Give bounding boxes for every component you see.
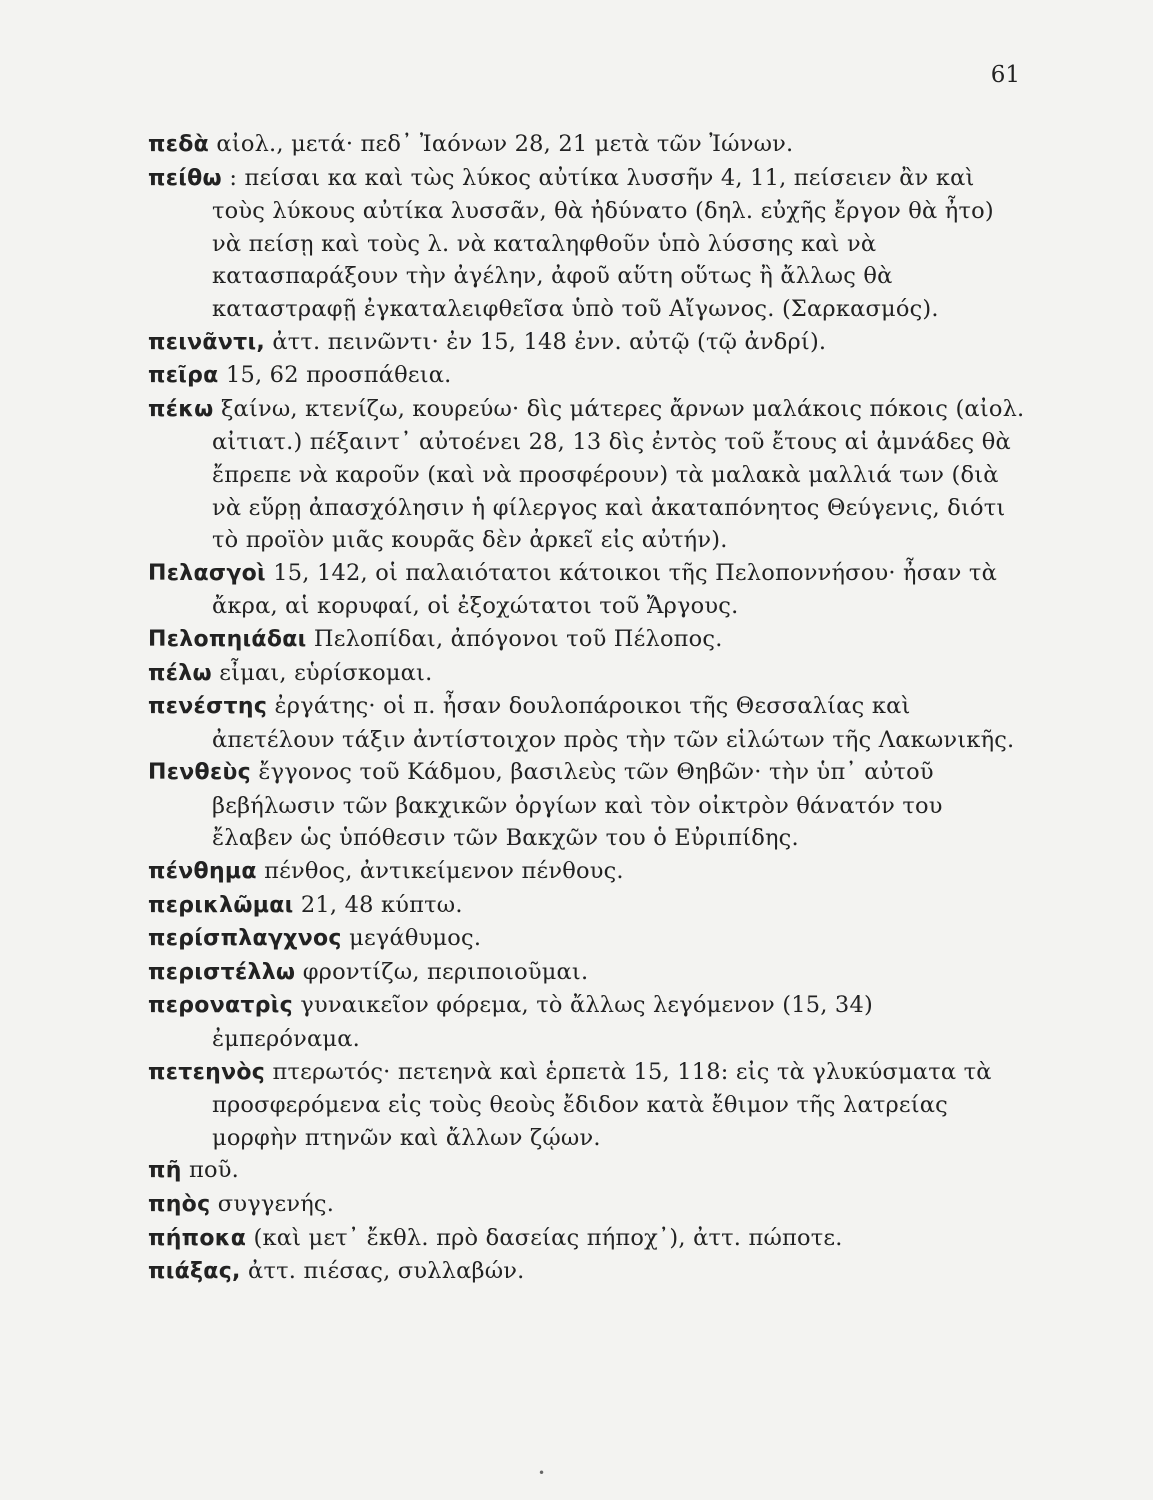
glossary-entry [148, 989, 1028, 1055]
glossary-entry [148, 1222, 1028, 1256]
definition: πτερωτός· πετεηνὰ καὶ ἑρπετὰ 15, 118: εἰς τὰ γλυκύσματα τὰ προσφερόμενα εἰς τοὺς θεοὺς ἔδιδον κατὰ ἔθιμον τῆς λατρείας μορφὴν πτηνῶν καὶ ἄλλων ζῴων. [212, 1058, 992, 1151]
glossary-entry [148, 623, 1028, 657]
definition: ἔγγονος τοῦ Κάδμου, βασιλεὺς τῶν Θηβῶν· τὴν ὑπ᾽ αὐτοῦ βεβήλωσιν τῶν βακχικῶν ὀργίων καὶ τὸν οἰκτρὸν θάνατόν του ἔλαβεν ὡς ὑπόθεσιν τῶν Βακχῶν του ὁ Εὐριπίδης. [212, 759, 943, 852]
definition: φροντίζω, περιποιοῦμαι. [295, 958, 589, 985]
headword: πεδὰ [148, 132, 210, 157]
definition: ποῦ. [181, 1157, 239, 1184]
definition: εἶμαι, εὑρίσκομαι. [211, 659, 433, 686]
glossary-entry [148, 557, 1028, 623]
glossary-entry [148, 1056, 1028, 1155]
headword: πήποκα [148, 1225, 247, 1251]
glossary-entry [148, 956, 1028, 990]
definition: (καὶ μετ᾽ ἔκθλ. πρὸ δασείας πήποχ᾽), ἀττ. πώποτε. [246, 1224, 843, 1251]
glossary-entry [148, 326, 1028, 360]
definition: αἰολ., μετά· πεδ᾽ Ἰαόνων 28, 21 μετὰ τῶν Ἰώνων. [209, 131, 794, 157]
headword: πεινᾶντι, [148, 329, 265, 355]
glossary-entry [148, 922, 1028, 956]
page-number: 61 [990, 62, 1020, 88]
headword: πέλω [148, 660, 212, 686]
headword: πένθημα [148, 859, 257, 885]
headword: Πελασγοὶ [148, 560, 266, 586]
headword: Πενθεὺς [148, 760, 252, 786]
definition: : πείσαι κα καὶ τὼς λύκος αὐτίκα λυσσῆν 4, 11, πείσειεν ἂν καὶ τοὺς λύκους αὐτίκα λυσσᾶν, θὰ ἠδύνατο (δηλ. εὐχῆς ἔργον θὰ ἦτο) νὰ πείσῃ καὶ τοὺς λ. νὰ καταληφθοῦν ὑπὸ λύσσης καὶ νὰ κατασπαράξουν τὴν ἀγέλην, ἀφοῦ αὕτη οὕτως ἢ ἄλλως θὰ καταστραφῇ ἐγκαταλειφθεῖσα ὑπὸ τοῦ Αἴγωνος. (Σαρκασμός). [212, 164, 994, 322]
definition: 15, 142, οἱ παλαιότατοι κάτοικοι τῆς Πελοποννήσου· ἦσαν τὰ ἄκρα, αἱ κορυφαί, οἱ ἐξοχώτατοι τοῦ Ἄργους. [212, 559, 997, 620]
headword: περιστέλλω [148, 959, 296, 985]
print-speck: • [538, 1466, 546, 1480]
headword: περικλῶμαι [148, 892, 294, 918]
headword: περίσπλαγχνος [148, 926, 342, 952]
definition: ἐργάτης· οἱ π. ἦσαν δουλοπάροικοι τῆς Θεσσαλίας καὶ ἀπετέλουν τάξιν ἀντίστοιχον πρὸς τὴν τῶν εἱλώτων τῆς Λακωνικῆς. [212, 693, 1015, 753]
headword: πεῖρα [148, 363, 219, 389]
headword: πιάξας, [148, 1259, 241, 1285]
headword: πέκω [148, 396, 214, 422]
headword: πετεηνὸς [148, 1059, 266, 1085]
glossary-entry [148, 393, 1028, 557]
headword: πῆ [148, 1158, 182, 1184]
definition: συγγενής. [210, 1191, 335, 1217]
definition: ἀττ. πιέσας, συλλαβών. [240, 1258, 525, 1285]
glossary-entry [148, 657, 1028, 691]
glossary-entry [148, 359, 1028, 393]
glossary-entry [148, 756, 1028, 855]
definition: πένθος, ἀντικείμενον πένθους. [256, 858, 624, 885]
glossary-entry [148, 162, 1028, 326]
glossary-entry [148, 128, 1028, 162]
glossary-entry [148, 1154, 1028, 1188]
headword: περονατρὶς [148, 993, 294, 1019]
headword: πηὸς [148, 1192, 211, 1217]
definition: μεγάθυμος. [341, 925, 482, 952]
definition: γυναικεῖον φόρεμα, τὸ ἄλλως λεγόμενον (15, 34) ἐμπερόναμα. [212, 992, 873, 1053]
headword: Πελοπηιάδαι [148, 626, 307, 652]
glossary-entry [148, 1188, 1028, 1222]
definition: ἀττ. πεινῶντι· ἐν 15, 148 ἐνν. αὐτῷ (τῷ ἀνδρί). [264, 328, 827, 355]
glossary-entry [148, 855, 1028, 889]
glossary-entry [148, 889, 1028, 923]
glossary [148, 128, 1028, 1289]
headword: πενέστης [148, 694, 268, 720]
glossary-entry [148, 1255, 1028, 1289]
definition: Πελοπίδαι, ἀπόγονοι τοῦ Πέλοπος. [306, 625, 723, 652]
definition: ξαίνω, κτενίζω, κουρεύω· δὶς μάτερες ἄρνων μαλάκοις πόκοις (αἰολ. αἰτιατ.) πέξαιντ᾽ αὐτοένει 28, 13 δὶς ἐντὸς τοῦ ἔτους αἱ ἀμνάδες θὰ ἔπρεπε νὰ καροῦν (καὶ νὰ προσφέρουν) τὰ μαλακὰ μαλλιά των (διὰ νὰ εὕρῃ ἀπασχόλησιν ἡ φίλεργος καὶ ἀκαταπόνητος Θεύγενις, διότι τὸ προϊὸν μιᾶς κουρᾶς δὲν ἀρκεῖ εἰς αὐτήν). [212, 395, 1025, 554]
definition: 21, 48 κύπτω. [293, 891, 463, 918]
definition: 15, 62 προσπάθεια. [218, 362, 452, 389]
headword: πείθω [148, 165, 222, 191]
glossary-entry [148, 690, 1028, 756]
